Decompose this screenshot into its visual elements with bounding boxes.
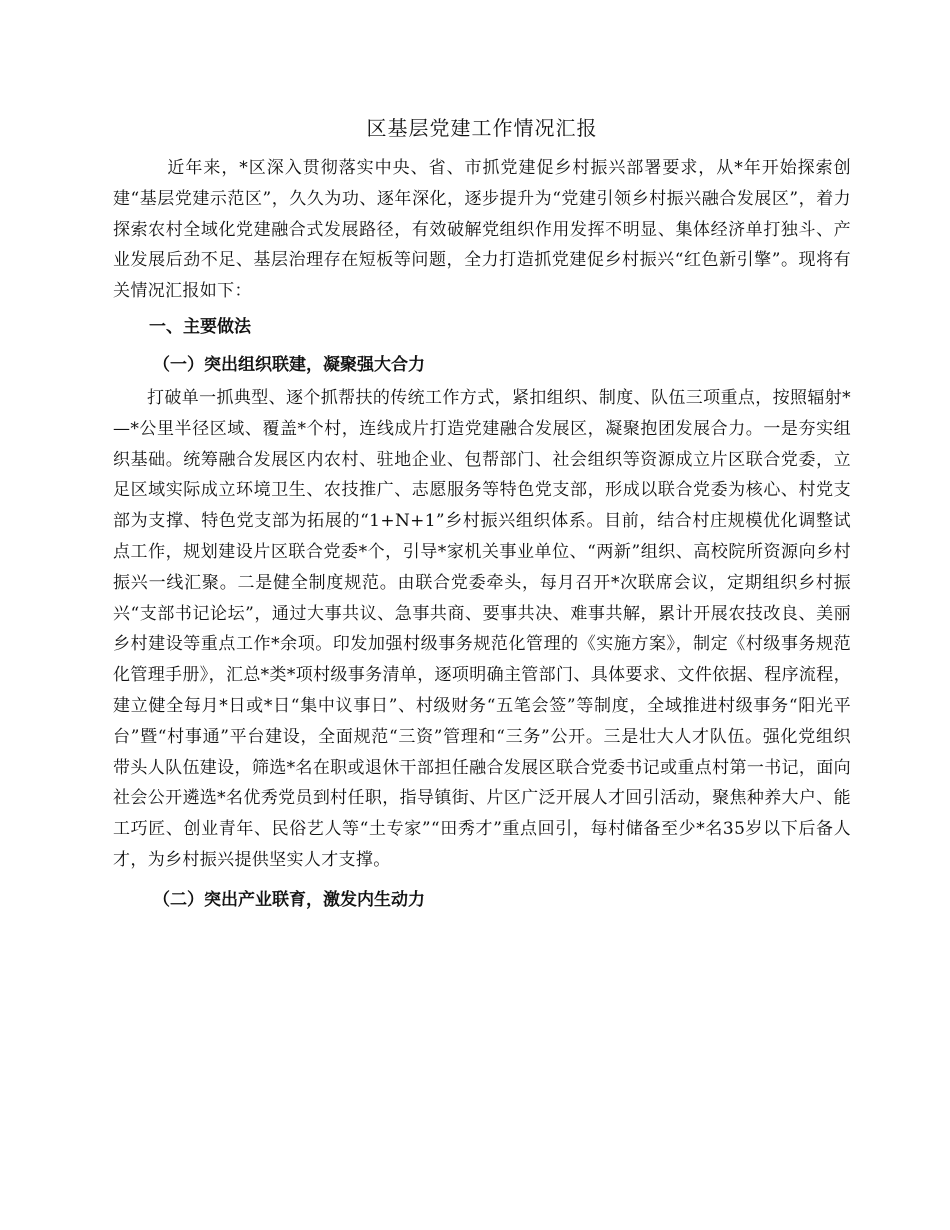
document-content [113,110,851,918]
document-title: 区基层党建工作情况汇报 [366,116,598,140]
subsection-heading-industry: （二）突出产业联育，激发内生动力 [153,889,425,910]
subsection-heading-organization: （一）突出组织联建，凝聚强大合力 [153,354,425,375]
section-heading-main-practices: 一、主要做法 [149,316,251,337]
intro-paragraph: 近年来，*区深入贯彻落实中央、省、市抓党建促乡村振兴部署要求，从*年开始探索创建“基层党建示范区”，久久为功、逐年深化，逐步提升为“党建引领乡村振兴融合发展区”，着力探索农村全域化党建融合式发展路径，有效破解党组织作用发挥不明显、集体经济单打独斗、产业发展后劲不足、基层治理存在短板等问题，全力打造抓党建促乡村振兴“红色新引擎”。现将有关情况汇报如下： [113,158,851,302]
subsection-body-organization: 打破单一抓典型、逐个抓帮扶的传统工作方式，紧扣组织、制度、队伍三项重点，按照辐射*—*公里半径区域、覆盖*个村，连线成片打造党建融合发展区，凝聚抱团发展合力。一是夯实组织基础。统筹融合发展区内农村、驻地企业、包帮部门、社会组织等资源成立片区联合党委，立足区域实际成立环境卫生、农技推广、志愿服务等特色党支部，形成以联合党委为核心、村党支部为支撑、特色党支部为拓展的“1+N+1”乡村振兴组织体系。目前，结合村庄规模优化调整试点工作，规划建设片区联合党委*个，引导*家机关事业单位、“两新”组织、高校院所资源向乡村振兴一线汇聚。二是健全制度规范。由联合党委牵头，每月召开*次联席会议，定期组织乡村振兴“支部书记论坛”，通过大事共议、急事共商、要事共决、难事共解，累计开展农技改良、美丽乡村建设等重点工作*余项。印发加强村级事务规范化管理的《实施方案》，制定《村级事务规范化管理手册》，汇总*类*项村级事务清单，逐项明确主管部门、具体要求、文件依据、程序流程，建立健全每月*日或*日“集中议事日”、村级财务“五笔会签”等制度，全域推进村级事务“阳光平台”暨“村事通”平台建设，全面规范“三资”管理和“三务”公开。三是壮大人才队伍。强化党组织带头人队伍建设，筛选*名在职或退休干部担任融合发展区联合党委书记或重点村第一书记，面向社会公开遴选*名优秀党员到村任职，指导镇街、片区广泛开展人才回引活动，聚焦种养大户、能工巧匠、创业青年、民俗艺人等“土专家”“田秀才”重点回引，每村储备至少*名35岁以下后备人才，为乡村振兴提供坚实人才支撑。 [113,387,851,870]
